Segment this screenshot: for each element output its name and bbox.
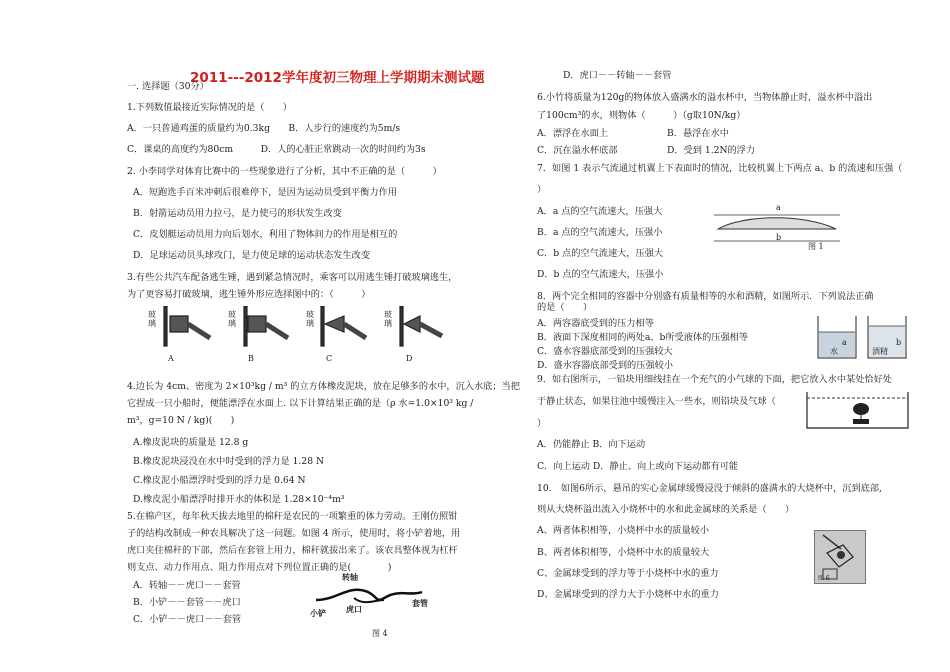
container-water-label: 水	[830, 347, 838, 356]
fig4-pivot-label: 转轴	[342, 572, 358, 582]
hammer-label-b: B	[248, 354, 254, 363]
q9-stem-3: ）	[537, 418, 547, 429]
hammer-label-c: C	[326, 354, 333, 363]
q4-stem-2: 它捏成一只小船时，便能漂浮在水面上. 以下计算结果正确的是（ρ 水=1.0×10³ kg /	[127, 398, 474, 409]
q1-stem: 1.下列数值最接近实际情况的是（ ）	[127, 102, 292, 113]
q8-option-b: B．液面下深度相同的两处a、b所受液体的压强相等	[537, 332, 749, 343]
q6-option-a: A．漂浮在水面上	[537, 128, 608, 139]
glass-label-c: 玻璃	[306, 310, 314, 328]
fig4-sleeve-label: 套管	[412, 598, 428, 608]
q9-stem-1: 9．如右图所示，一铅块用细线挂在一个充气的小气球的下面，把它放入水中某处恰好处	[537, 374, 892, 385]
q10-stem-1: 10. 如图6所示，悬吊的实心金属球缓慢浸没于倾斜的盛满水的大烧杯中，沉到底部,	[537, 483, 882, 494]
q5-option-c: C．小铲－－虎口－－套管	[133, 614, 242, 625]
page-title: 2011---2012学年度初三物理上学期期末测试题	[190, 70, 485, 86]
q5-stem-3: 虎口夹住棉秆的下部，然后在套管上用力，棉秆就拔出来了。该农具整体视为杠杆	[127, 545, 458, 556]
q3-hammer-figure	[148, 306, 448, 366]
q3-stem-1: 3.有些公共汽车配备逃生锤，遇到紧急情况时，乘客可以用逃生锤打破玻璃逃生，	[127, 272, 458, 283]
wing-point-a: a	[776, 203, 781, 212]
q7-stem-2: ）	[537, 184, 547, 195]
q8-option-c: C．盛水容器底部受到的压强较大	[537, 346, 673, 357]
q3-stem-2: 为了更容易打破玻璃，逃生锤外形应选择图中的：（ ）	[127, 289, 371, 300]
q7-option-d: D．b 点的空气流速大，压强小	[537, 269, 664, 280]
q8-stem-2: 的是（ ）	[537, 302, 593, 313]
point-b-label: b	[896, 338, 902, 347]
hammer-label-d: D	[406, 354, 413, 363]
q10-beaker-photo	[814, 530, 866, 584]
q2-option-a: A．短跑选手百米冲刺后很难停下，是因为运动员受到平衡力作用	[133, 187, 397, 198]
q5-option-a: A．转轴－－虎口－－套管	[133, 580, 241, 591]
q8-option-d: D．盛水容器底部受到的压强较小	[537, 360, 673, 371]
fig6-caption: 图 6	[818, 575, 830, 582]
q6-option-d: D．受到 1.2N的浮力	[667, 145, 756, 156]
q9-stem-2: 于静止状态，如果往池中缓慢注入一些水，则铅块及气球（	[537, 396, 776, 407]
q1-options-cd: C．课桌的高度约为80cm D．人的心脏正常跳动一次的时间约为3s	[127, 144, 426, 155]
q10-option-d: D、金属球受到的浮力大于小烧杯中水的重力	[537, 589, 719, 600]
q2-stem: 2. 小李同学对体育比赛中的一些现象进行了分析，其中不正确的是（ ）	[127, 166, 442, 177]
fig4-shovel-label: 小铲	[310, 608, 326, 618]
q10-option-b: B、两者体积相等，小烧杯中水的质量较大	[537, 547, 710, 558]
q5-stem-2: 子的结构改制成一种农具解决了这一问题。如图 4 所示，使用时，将小铲着地，用	[127, 528, 461, 539]
q9-options-ab: A．仍能静止 B．向下运动	[537, 439, 646, 450]
q5-tool-figure	[308, 570, 448, 630]
q7-option-b: B．a 点的空气流速大，压强小	[537, 227, 663, 238]
glass-label-b: 玻璃	[228, 310, 236, 328]
glass-label-d: 玻璃	[384, 310, 392, 328]
q10-option-a: A、两者体积相等，小烧杯中水的质量较小	[537, 525, 710, 536]
q5-stem-1: 5.在棉产区，每年秋天拔去地里的棉秆是农民的一项繁重的体力劳动。王刚仿照钳	[127, 511, 458, 522]
fig1-caption: 图 1	[808, 242, 824, 251]
q4-stem-1: 4.边长为 4cm、密度为 2×10³kg / m³ 的立方体橡皮泥块，放在足够多的水中，沉入水底；当把	[127, 381, 520, 392]
q9-balloon-figure	[805, 390, 910, 430]
q10-option-c: C、金属球受到的浮力等于小烧杯中水的重力	[537, 568, 719, 579]
point-a-label: a	[842, 338, 847, 347]
q7-wing-figure	[712, 205, 842, 253]
q4-option-d: D.橡皮泥小船漂浮时排开水的体积是 1.28×10⁻⁴m³	[133, 494, 345, 505]
q7-stem-1: 7．如图 1 表示气流通过机翼上下表面时的情况，比较机翼上下两点 a、b 的流速和压强（	[537, 163, 903, 174]
section-heading: 一. 选择题（30分）	[127, 81, 209, 92]
q2-option-b: B．射箭运动员用力拉弓，是力使弓的形状发生改变	[133, 208, 342, 219]
glass-label-a: 玻璃	[148, 310, 156, 328]
q2-option-d: D．足球运动员头球攻门，是力使足球的运动状态发生改变	[133, 250, 371, 261]
q2-option-c: C．皮划艇运动员用力向后划水，利用了物体间力的作用是相互的	[133, 229, 398, 240]
hammer-label-a: A	[168, 354, 174, 363]
q6-option-c: C．沉在溢水杯底部	[537, 145, 618, 156]
wing-point-b: b	[776, 233, 782, 242]
fig4-mouth-label: 虎口	[346, 604, 362, 614]
q4-option-c: C.橡皮泥小船漂浮时受到的浮力是 0.64 N	[133, 475, 306, 486]
q8-container-figure	[812, 312, 912, 362]
fig4-caption: 图 4	[372, 629, 388, 638]
q8-option-a: A．两容器底受到的压力相等	[537, 318, 654, 329]
q1-options-ab: A．一只普通鸡蛋的质量约为0.3kg B．人步行的速度约为5m/s	[127, 123, 401, 134]
q6-stem-2: 了100cm³的水，则物体（ ）（g取10N/kg）	[537, 110, 746, 121]
q9-options-cd: C．向上运动 D．静止、向上或向下运动都有可能	[537, 461, 739, 472]
q4-option-b: B.橡皮泥块浸没在水中时受到的浮力是 1.28 N	[133, 456, 325, 467]
q7-option-a: A．a 点的空气流速大，压强大	[537, 206, 663, 217]
q7-option-c: C．b 点的空气流速大，压强大	[537, 248, 664, 259]
q5-option-b: B．小铲－－套管－－虎口	[133, 597, 241, 608]
q6-option-b: B．悬浮在水中	[667, 128, 729, 139]
q4-option-a: A.橡皮泥块的质量是 12.8 g	[133, 437, 249, 448]
q8-stem-1: 8．两个完全相同的容器中分别盛有质量相等的水和酒精，如图所示．下列说法正确	[537, 291, 874, 302]
q5-option-d: D．虎口－－转轴－－套管	[563, 70, 672, 81]
q10-stem-2: 则从大烧杯溢出流入小烧杯中的水和此金属球的关系是（ ）	[537, 504, 795, 515]
q4-stem-3: m³，g=10 N / kg)( )	[127, 415, 235, 426]
container-alcohol-label: 酒精	[872, 347, 888, 356]
q5-stem-4: 则支点、动力作用点、阻力作用点对下列位置正确的是( )	[127, 562, 392, 573]
q6-stem-1: 6.小竹将质量为120g的物体放入盛满水的溢水杯中，当物体静止时，溢水杯中溢出	[537, 92, 873, 103]
